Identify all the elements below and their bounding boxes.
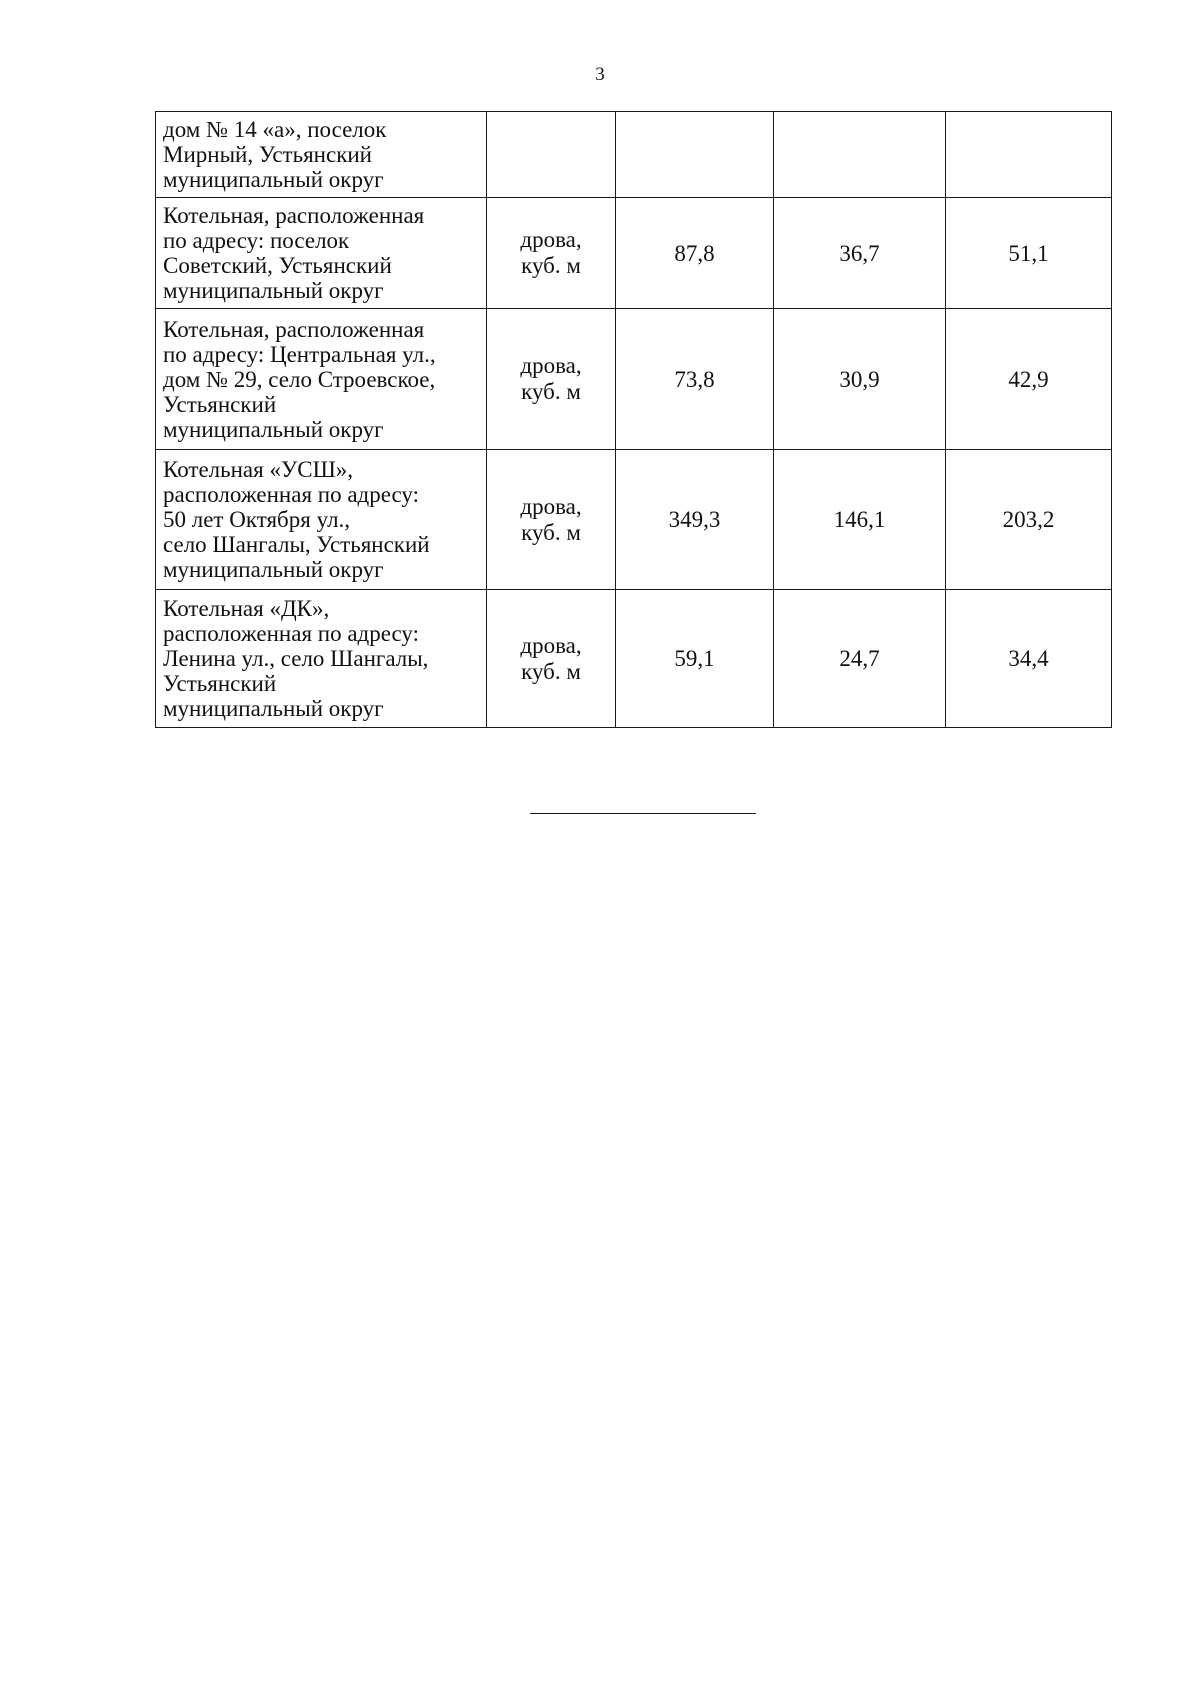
value-cell bbox=[774, 112, 946, 198]
unit-line: куб. м bbox=[521, 519, 581, 545]
unit-line: куб. м bbox=[521, 379, 581, 404]
address-line: дом № 14 «а», поселок bbox=[163, 117, 387, 142]
address-line: село Шангалы, Устьянский bbox=[163, 532, 430, 557]
address-line: Мирный, Устьянский bbox=[163, 142, 372, 167]
value-cell: 51,1 bbox=[946, 198, 1112, 309]
boiler-address-cell bbox=[156, 309, 487, 450]
value-cell: 34,4 bbox=[946, 590, 1112, 728]
fuel-consumption-table bbox=[155, 111, 1112, 728]
table-row bbox=[156, 309, 1112, 450]
address-line: Устьянский bbox=[163, 671, 277, 696]
fuel-unit-cell bbox=[487, 450, 616, 590]
fuel-unit-cell bbox=[487, 112, 616, 198]
unit-line: дрова, bbox=[520, 353, 582, 378]
boiler-address-cell bbox=[156, 112, 487, 198]
value-cell: 349,3 bbox=[616, 450, 774, 590]
value-cell: 203,2 bbox=[946, 450, 1112, 590]
table-row bbox=[156, 198, 1112, 309]
address-line: 50 лет Октября ул., bbox=[163, 507, 351, 532]
address-line: Котельная «УСШ», bbox=[163, 457, 354, 482]
unit-line: дрова, bbox=[520, 493, 582, 519]
value-cell: 30,9 bbox=[774, 309, 946, 450]
fuel-unit-cell bbox=[487, 309, 616, 450]
address-line: муниципальный округ bbox=[163, 696, 384, 721]
unit-line: дрова, bbox=[520, 632, 582, 658]
address-line: муниципальный округ bbox=[163, 416, 384, 442]
unit-line: куб. м bbox=[521, 253, 581, 278]
fuel-unit-cell bbox=[487, 590, 616, 728]
end-of-document-rule bbox=[530, 813, 756, 814]
address-line: по адресу: поселок bbox=[163, 228, 350, 253]
table-row bbox=[156, 450, 1112, 590]
value-cell: 73,8 bbox=[616, 309, 774, 450]
value-cell: 87,8 bbox=[616, 198, 774, 309]
address-line: расположенная по адресу: bbox=[163, 482, 420, 507]
page-number: 3 bbox=[595, 64, 605, 85]
address-line: Ленина ул., село Шангалы, bbox=[163, 646, 429, 671]
value-cell: 42,9 bbox=[946, 309, 1112, 450]
table-row bbox=[156, 590, 1112, 728]
address-line: Котельная «ДК», bbox=[163, 596, 330, 621]
boiler-address-cell bbox=[156, 198, 487, 309]
address-line: Котельная, расположенная bbox=[163, 316, 425, 342]
address-line: дом № 29, село Строевское, bbox=[163, 366, 436, 392]
value-cell bbox=[616, 112, 774, 198]
table-row bbox=[156, 112, 1112, 198]
unit-line: куб. м bbox=[521, 658, 581, 684]
value-cell bbox=[946, 112, 1112, 198]
address-line: Котельная, расположенная bbox=[163, 203, 425, 228]
address-line: муниципальный округ bbox=[163, 167, 384, 192]
boiler-address-cell bbox=[156, 590, 487, 728]
address-line: Устьянский bbox=[163, 391, 277, 417]
value-cell: 36,7 bbox=[774, 198, 946, 309]
value-cell: 24,7 bbox=[774, 590, 946, 728]
value-cell: 59,1 bbox=[616, 590, 774, 728]
address-line: Советский, Устьянский bbox=[163, 253, 392, 278]
unit-line: дрова, bbox=[520, 227, 582, 252]
boiler-address-cell bbox=[156, 450, 487, 590]
address-line: муниципальный округ bbox=[163, 557, 384, 582]
address-line: по адресу: Центральная ул., bbox=[163, 341, 436, 367]
value-cell: 146,1 bbox=[774, 450, 946, 590]
address-line: муниципальный округ bbox=[163, 278, 384, 303]
address-line: расположенная по адресу: bbox=[163, 621, 420, 646]
fuel-unit-cell bbox=[487, 198, 616, 309]
